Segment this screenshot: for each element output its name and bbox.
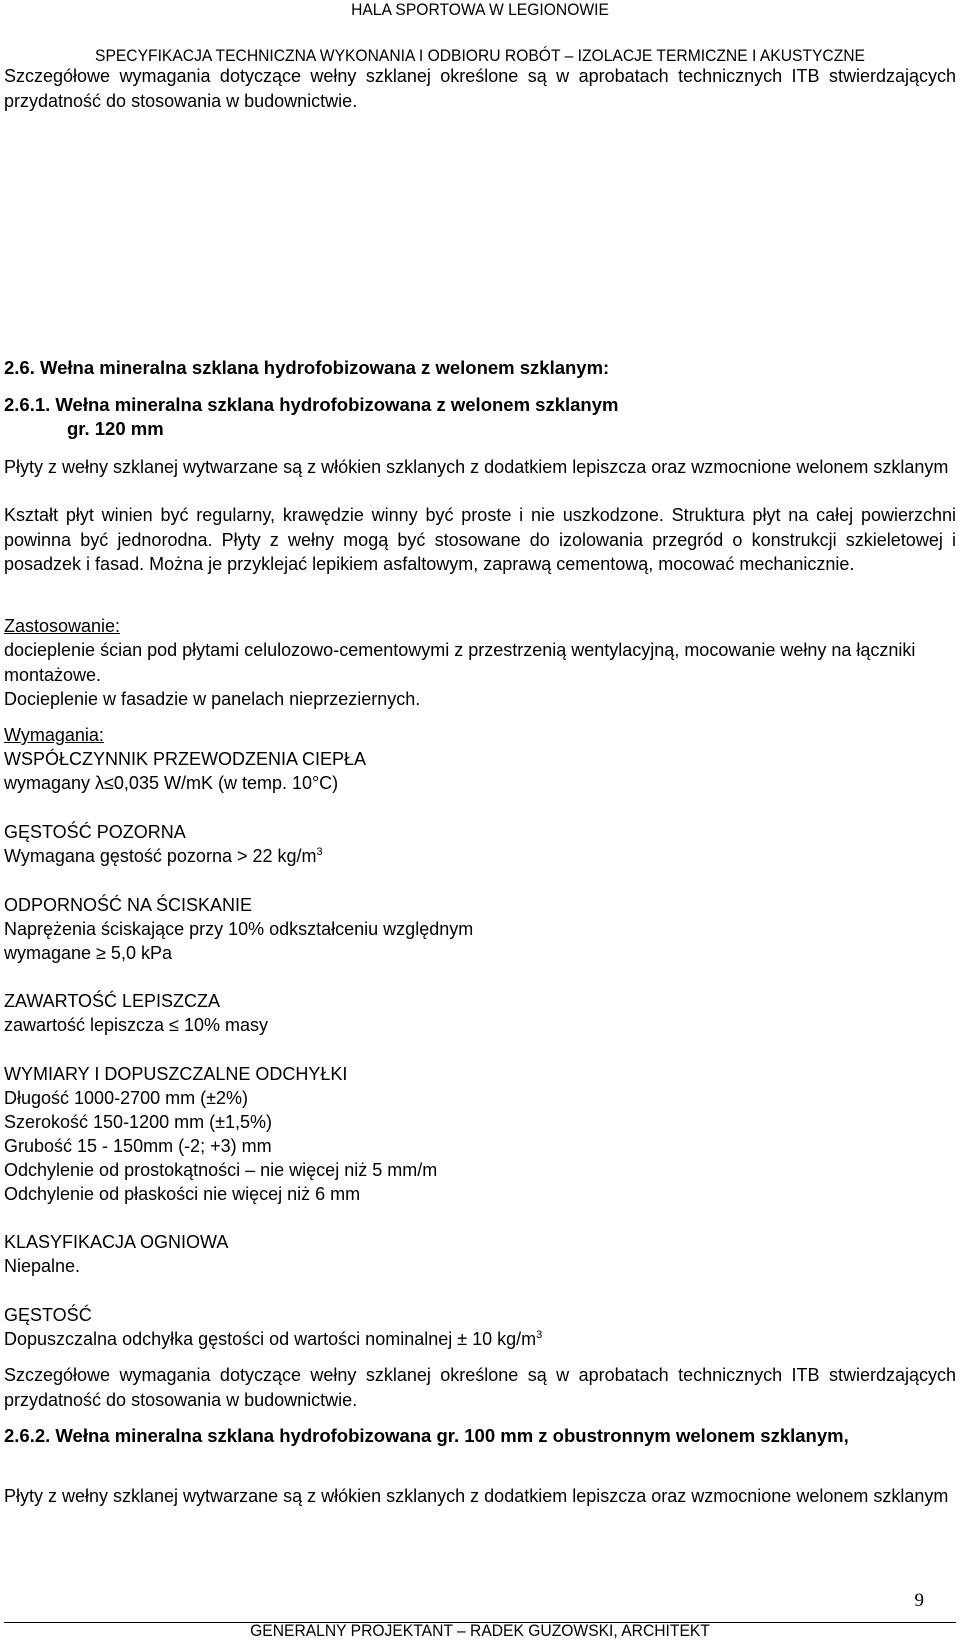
header-subtitle: SPECYFIKACJA TECHNICZNA WYKONANIA I ODBIORU ROBÓT – IZOLACJE TERMICZNE I AKUSTYCZNE: [95, 46, 865, 65]
page-number: 9: [914, 1590, 924, 1611]
usage-text-facade: Docieplenie w fasadzie w panelach nieprzeziernych.: [4, 689, 421, 709]
req-line-compression-1: Naprężenia ściskające przy 10% odkształceniu względnym: [4, 919, 474, 939]
requirements-label: Wymagania:: [4, 725, 104, 745]
paragraph-shape-structure: Kształt płyt winien być regularny, krawędzie winny być proste i nie uszkodzone. Struktura płyt na całej powierzchni powinna być jednorodna. Płyty z wełny mogą być stosowane do izolowania przegród o konstrukcji szkieletowej i posadzek i fasad. Można je przyklejać lepikiem asfaltowym, zaprawą cementową, mocować mechanicznie.: [4, 505, 956, 574]
req-line-width: Szerokość 150-1200 mm (±1,5%): [4, 1112, 272, 1132]
req-line-compression-2: wymagane ≥ 5,0 kPa: [4, 943, 172, 963]
footer-text: GENERALNY PROJEKTANT – RADEK GUZOWSKI, ARCHITEKT: [250, 1621, 710, 1640]
section-heading-2-6-1: 2.6.1. Wełna mineralna szklana hydrofobizowana z welonem szklanym: [4, 394, 619, 415]
req-line-density-tolerance: Dopuszczalna odchyłka gęstości od wartości nominalnej ± 10 $kg/m^3$: [4, 1329, 543, 1349]
closing-paragraph: Szczegółowe wymagania dotyczące wełny szklanej określone są w aprobatach technicznych ITB stwierdzających przydatność do stosowania w budownictwie.: [4, 1365, 956, 1410]
req-title-binder: ZAWARTOŚĆ LEPISZCZA: [4, 991, 221, 1011]
req-title-density: GĘSTOŚĆ POZORNA: [4, 822, 186, 842]
req-line-squareness: Odchylenie od prostokątności – nie więcej niż 5 mm/m: [4, 1160, 438, 1180]
req-title-density-tolerance: GĘSTOŚĆ: [4, 1305, 92, 1325]
usage-label: Zastosowanie:: [4, 616, 121, 636]
req-line-conductivity: wymagany λ≤0,035 W/mK (w temp. 10°C): [4, 773, 339, 793]
req-title-conductivity: WSPÓŁCZYNNIK PRZEWODZENIA CIEPŁA: [4, 749, 367, 769]
req-line-fire-class: Niepalne.: [4, 1256, 81, 1276]
paragraph-plates-description: Płyty z wełny szklanej wytwarzane są z włókien szklanych z dodatkiem lepiszcza oraz wzmocnione welonem szklanym: [4, 457, 949, 477]
req-line-flatness: Odchylenie od płaskości nie więcej niż 6 mm: [4, 1184, 361, 1204]
intro-paragraph: Szczegółowe wymagania dotyczące wełny szklanej określone są w aprobatach technicznych ITB stwierdzających przydatność do stosowania w budownictwie.: [4, 66, 956, 111]
section-heading-2-6: 2.6. Wełna mineralna szklana hydrofobizowana z welonem szklanym:: [4, 357, 610, 378]
req-line-binder: zawartość lepiszcza ≤ 10% masy: [4, 1015, 268, 1035]
req-title-compression: ODPORNOŚĆ NA ŚCISKANIE: [4, 895, 253, 915]
section-heading-2-6-1-thickness: gr. 120 mm: [67, 418, 164, 439]
req-line-density: Wymagana gęstość pozorna > 22 $kg/m^3$: [4, 846, 323, 866]
req-line-thickness: Grubość 15 - 150mm (-2; +3) mm: [4, 1136, 272, 1156]
section-heading-2-6-2: 2.6.2. Wełna mineralna szklana hydrofobizowana gr. 100 mm z obustronnym welonem szklanym,: [4, 1425, 849, 1446]
paragraph-plates-description-2: Płyty z wełny szklanej wytwarzane są z włókien szklanych z dodatkiem lepiszcza oraz wzmocnione welonem szklanym: [4, 1486, 949, 1506]
header-title: HALA SPORTOWA W LEGIONOWIE: [351, 0, 609, 19]
req-title-dimensions: WYMIARY I DOPUSZCZALNE ODCHYŁKI: [4, 1064, 348, 1084]
req-line-length: Długość 1000-2700 mm (±2%): [4, 1088, 248, 1108]
req-title-fire-class: KLASYFIKACJA OGNIOWA: [4, 1232, 229, 1252]
usage-text: docieplenie ścian pod płytami celulozowo-cementowymi z przestrzenią wentylacyjną, mocowanie wełny na łączniki montażowe.: [4, 640, 916, 685]
